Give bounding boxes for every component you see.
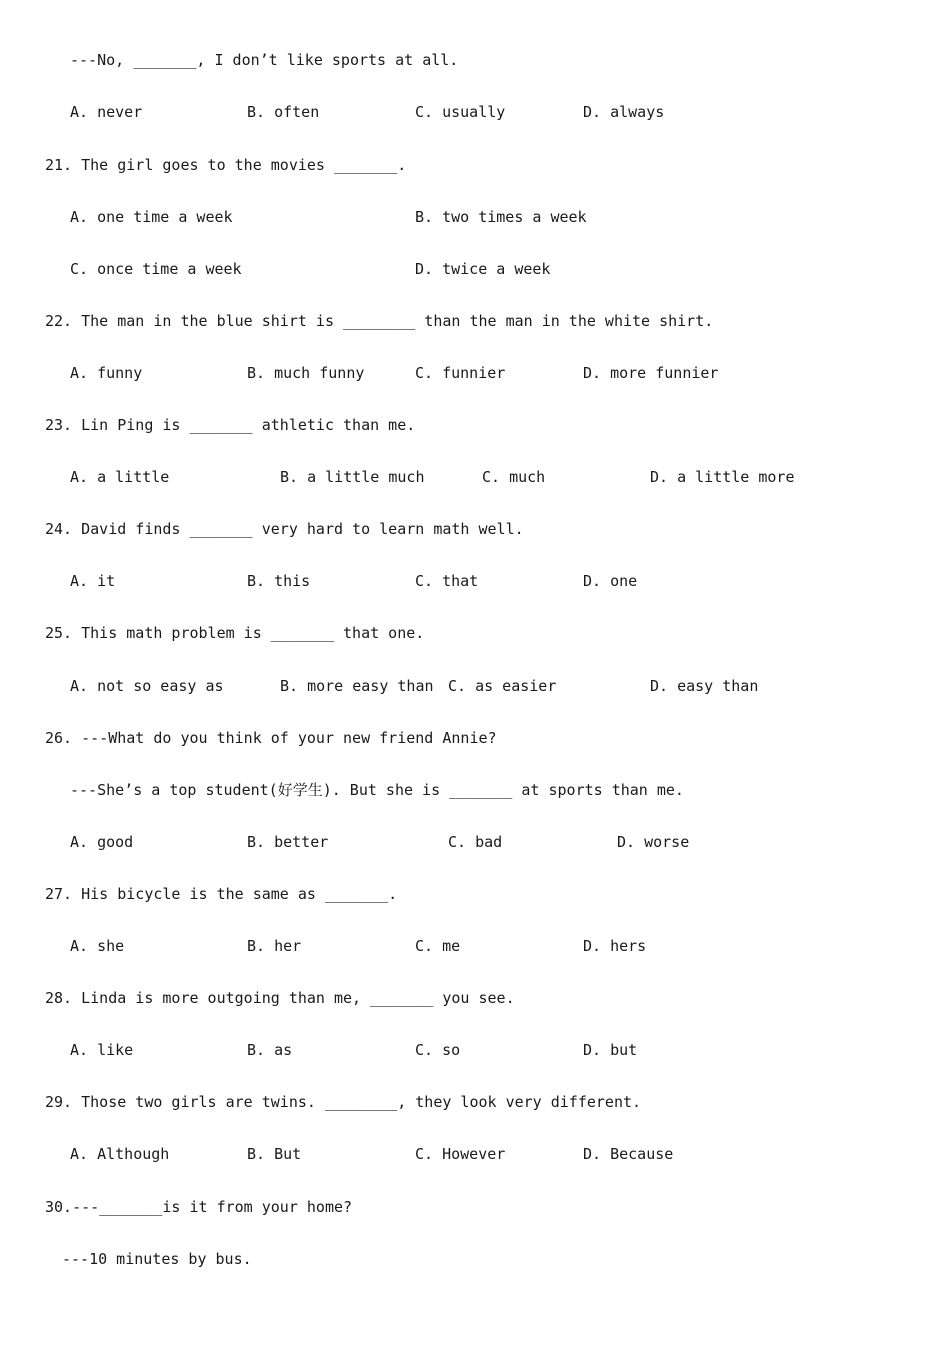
question-21: 21. The girl goes to the movies _______.	[45, 156, 407, 174]
option-a: A. never	[70, 103, 143, 121]
option-d: D. hers	[583, 937, 647, 955]
question-26-response: ---She’s a top student(好学生). But she is _______ at sports than me.	[70, 781, 684, 799]
option-c: C. so	[415, 1041, 461, 1059]
option-d: D. one	[583, 572, 638, 590]
option-c: C. funnier	[415, 364, 506, 382]
question-27: 27. His bicycle is the same as _______.	[45, 885, 398, 903]
option-a: A. not so easy as	[70, 677, 224, 695]
option-d: D. more funnier	[583, 364, 719, 382]
option-b: B. her	[247, 937, 302, 955]
option-b: B. more easy than	[280, 677, 434, 695]
option-a: A. funny	[70, 364, 143, 382]
option-c: C. much	[482, 468, 546, 486]
question-22: 22. The man in the blue shirt is ________ than the man in the white shirt.	[45, 312, 714, 330]
option-a: A. she	[70, 937, 125, 955]
option-b: B. a little much	[280, 468, 425, 486]
option-b: B. But	[247, 1145, 302, 1163]
option-b: B. as	[247, 1041, 293, 1059]
question-25: 25. This math problem is _______ that one.	[45, 624, 425, 642]
option-b: B. often	[247, 103, 320, 121]
option-a: A. one time a week	[70, 208, 233, 226]
option-b: B. better	[247, 833, 329, 851]
question-30-response: ---10 minutes by bus.	[62, 1250, 252, 1268]
question-28: 28. Linda is more outgoing than me, _______ you see.	[45, 989, 515, 1007]
question-20-response: ---No, _______, I don’t like sports at all.	[70, 51, 459, 69]
option-a: A. good	[70, 833, 134, 851]
option-b: B. two times a week	[415, 208, 587, 226]
option-b: B. much funny	[247, 364, 365, 382]
option-a: A. a little	[70, 468, 170, 486]
option-c: C. usually	[415, 103, 506, 121]
option-b: B. this	[247, 572, 311, 590]
option-d: D. a little more	[650, 468, 795, 486]
option-d: D. Because	[583, 1145, 674, 1163]
question-26: 26. ---What do you think of your new friend Annie?	[45, 729, 497, 747]
question-29: 29. Those two girls are twins. ________, they look very different.	[45, 1093, 642, 1111]
option-c: C. once time a week	[70, 260, 242, 278]
option-c: C. bad	[448, 833, 503, 851]
option-a: A. it	[70, 572, 116, 590]
option-c: C. me	[415, 937, 461, 955]
question-30: 30.---_______is it from your home?	[45, 1198, 353, 1216]
option-c: C. However	[415, 1145, 506, 1163]
option-d: D. easy than	[650, 677, 759, 695]
option-c: C. as easier	[448, 677, 557, 695]
option-a: A. like	[70, 1041, 134, 1059]
question-23: 23. Lin Ping is _______ athletic than me.	[45, 416, 416, 434]
option-d: D. always	[583, 103, 665, 121]
question-24: 24. David finds _______ very hard to learn math well.	[45, 520, 524, 538]
option-c: C. that	[415, 572, 479, 590]
option-d: D. worse	[617, 833, 690, 851]
option-d: D. twice a week	[415, 260, 551, 278]
option-d: D. but	[583, 1041, 638, 1059]
option-a: A. Although	[70, 1145, 170, 1163]
